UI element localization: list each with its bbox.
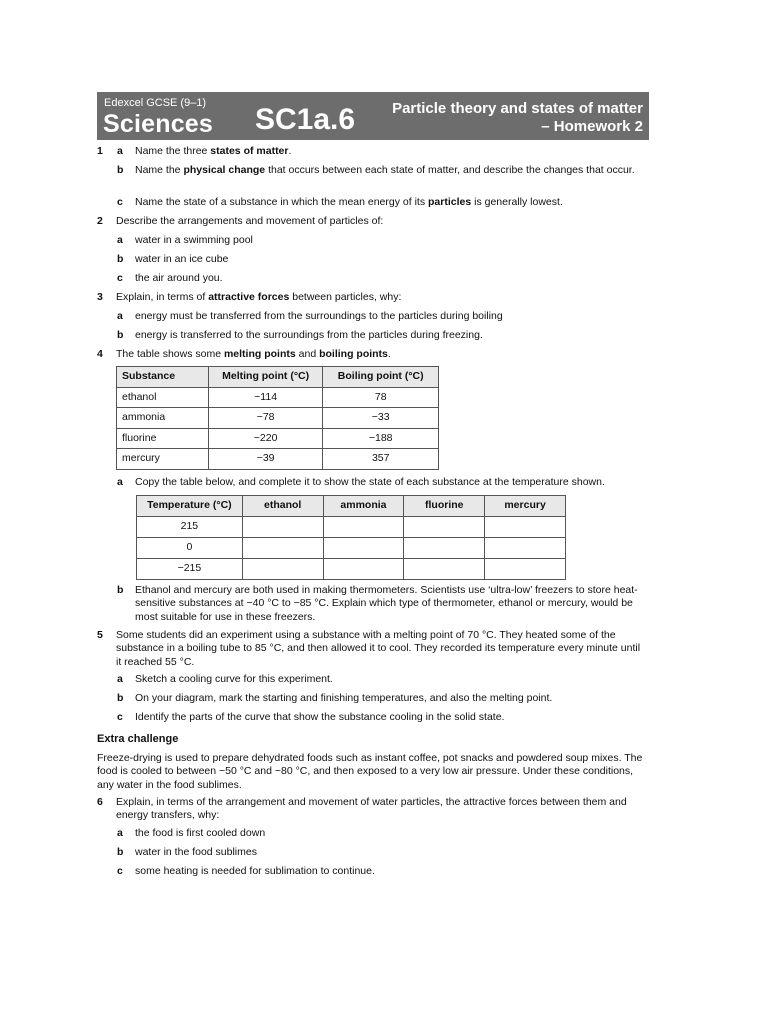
column-header: ammonia <box>323 496 404 517</box>
table-cell: −220 <box>208 428 323 449</box>
part-letter: b <box>117 253 124 265</box>
part-letter: b <box>117 164 124 176</box>
table-cell: −33 <box>323 408 439 429</box>
table-row <box>117 408 439 429</box>
table-cell: mercury <box>117 449 209 470</box>
table-cell: fluorine <box>117 428 209 449</box>
question-4-text: The table shows some melting points and boiling points. <box>116 348 391 360</box>
table-header-row <box>137 496 566 517</box>
table-header-row <box>117 367 439 388</box>
question-number: 1 <box>97 145 103 157</box>
table-row <box>137 559 566 580</box>
part-letter: a <box>117 234 123 246</box>
answer-cell <box>323 559 404 580</box>
table-row <box>137 517 566 538</box>
table-row <box>117 387 439 408</box>
question-6b-text: water in the food sublimes <box>135 846 257 858</box>
question-5a-text: Sketch a cooling curve for this experiment. <box>135 673 333 685</box>
question-5c-text: Identify the parts of the curve that show the substance cooling in the solid state. <box>135 711 505 723</box>
part-letter: b <box>117 846 124 858</box>
extra-challenge-text: Freeze-drying is used to prepare dehydrated foods such as instant coffee, pot snacks and powdered soup mixes. The food is cooled to between −50 °C and −80 °C, and then exposed to a very low air pressure. Under these conditions, any water in the food sublimes. <box>97 752 643 791</box>
table-cell: −39 <box>208 449 323 470</box>
column-header: Boiling point (°C) <box>323 367 439 388</box>
brand-title: Sciences <box>103 110 214 138</box>
table-row <box>117 428 439 449</box>
header-banner <box>97 92 649 140</box>
table-cell: ammonia <box>117 408 209 429</box>
table-cell: 0 <box>137 538 243 559</box>
question-6a-text: the food is first cooled down <box>135 827 266 839</box>
part-letter: c <box>117 865 123 877</box>
column-header: ethanol <box>242 496 323 517</box>
question-5-text: Some students did an experiment using a substance with a melting point of 70 °C. They heated some of the substance in a boiling tube to 85 °C, and then allowed it to cool. They recorded its temperature every minute until it reached 55 °C. <box>116 629 641 668</box>
answer-cell <box>242 517 323 538</box>
column-header: Melting point (°C) <box>208 367 323 388</box>
table-cell: −78 <box>208 408 323 429</box>
question-number: 3 <box>97 291 103 303</box>
answer-cell <box>404 559 485 580</box>
table-row <box>117 449 439 470</box>
part-letter: a <box>117 827 123 839</box>
column-header: Substance <box>117 367 209 388</box>
part-letter: c <box>117 272 123 284</box>
extra-challenge-heading: Extra challenge <box>97 733 179 745</box>
answer-cell <box>242 559 323 580</box>
part-letter: b <box>117 692 124 704</box>
answer-cell <box>404 517 485 538</box>
answer-cell <box>485 517 566 538</box>
table-cell: −188 <box>323 428 439 449</box>
question-number: 5 <box>97 629 103 641</box>
table-cell: −215 <box>137 559 243 580</box>
question-4b-text: Ethanol and mercury are both used in making thermometers. Scientists use ‘ultra-low’ freezers to store heat-sensitive substances at −40 °C to −85 °C. Explain which type of thermometer, ethanol or mercury, would be most suitable for use in these freezers. <box>135 584 638 623</box>
part-letter: a <box>117 476 123 488</box>
column-header: Temperature (°C) <box>137 496 243 517</box>
question-number: 4 <box>97 348 103 360</box>
part-letter: c <box>117 711 123 723</box>
worksheet-title: Particle theory and states of matter – Homework 2 <box>392 100 643 135</box>
table-cell: 357 <box>323 449 439 470</box>
part-letter: a <box>117 145 123 157</box>
question-6-text: Explain, in terms of the arrangement and movement of water particles, the attractive forces between them and energy transfers, why: <box>116 796 627 822</box>
question-number: 6 <box>97 796 103 808</box>
question-2b-text: water in an ice cube <box>135 253 229 265</box>
question-5b-text: On your diagram, mark the starting and finishing temperatures, and also the melting point. <box>135 692 553 704</box>
table-cell: 215 <box>137 517 243 538</box>
part-letter: a <box>117 673 123 685</box>
question-6c-text: some heating is needed for sublimation to continue. <box>135 865 375 877</box>
question-1a-text: Name the three states of matter. <box>135 145 292 157</box>
part-letter: b <box>117 584 124 596</box>
question-1c-text: Name the state of a substance in which the mean energy of its particles is generally lowest. <box>135 196 563 208</box>
melting-boiling-table <box>116 366 439 470</box>
question-3b-text: energy is transferred to the surroundings from the particles during freezing. <box>135 329 483 341</box>
question-3a-text: energy must be transferred from the surroundings to the particles during boiling <box>135 310 503 322</box>
answer-cell <box>323 538 404 559</box>
question-2c-text: the air around you. <box>135 272 223 284</box>
table-cell: −114 <box>208 387 323 408</box>
question-2a-text: water in a swimming pool <box>135 234 253 246</box>
state-answer-table <box>136 495 566 580</box>
question-number: 2 <box>97 215 103 227</box>
answer-cell <box>485 538 566 559</box>
worksheet-code: SC1a.6 <box>255 103 356 136</box>
table-cell: ethanol <box>117 387 209 408</box>
column-header: mercury <box>485 496 566 517</box>
part-letter: b <box>117 329 124 341</box>
answer-cell <box>485 559 566 580</box>
part-letter: a <box>117 310 123 322</box>
answer-cell <box>323 517 404 538</box>
question-1b-text: Name the physical change that occurs between each state of matter, and describe the changes that occur. <box>135 164 635 176</box>
column-header: fluorine <box>404 496 485 517</box>
part-letter: c <box>117 196 123 208</box>
series-label: Edexcel GCSE (9–1) <box>104 97 207 109</box>
table-row <box>137 538 566 559</box>
question-2-text: Describe the arrangements and movement of particles of: <box>116 215 384 227</box>
answer-cell <box>404 538 485 559</box>
table-cell: 78 <box>323 387 439 408</box>
question-3-text: Explain, in terms of attractive forces between particles, why: <box>116 291 402 303</box>
answer-cell <box>242 538 323 559</box>
question-4a-text: Copy the table below, and complete it to show the state of each substance at the temperature shown. <box>135 476 605 488</box>
